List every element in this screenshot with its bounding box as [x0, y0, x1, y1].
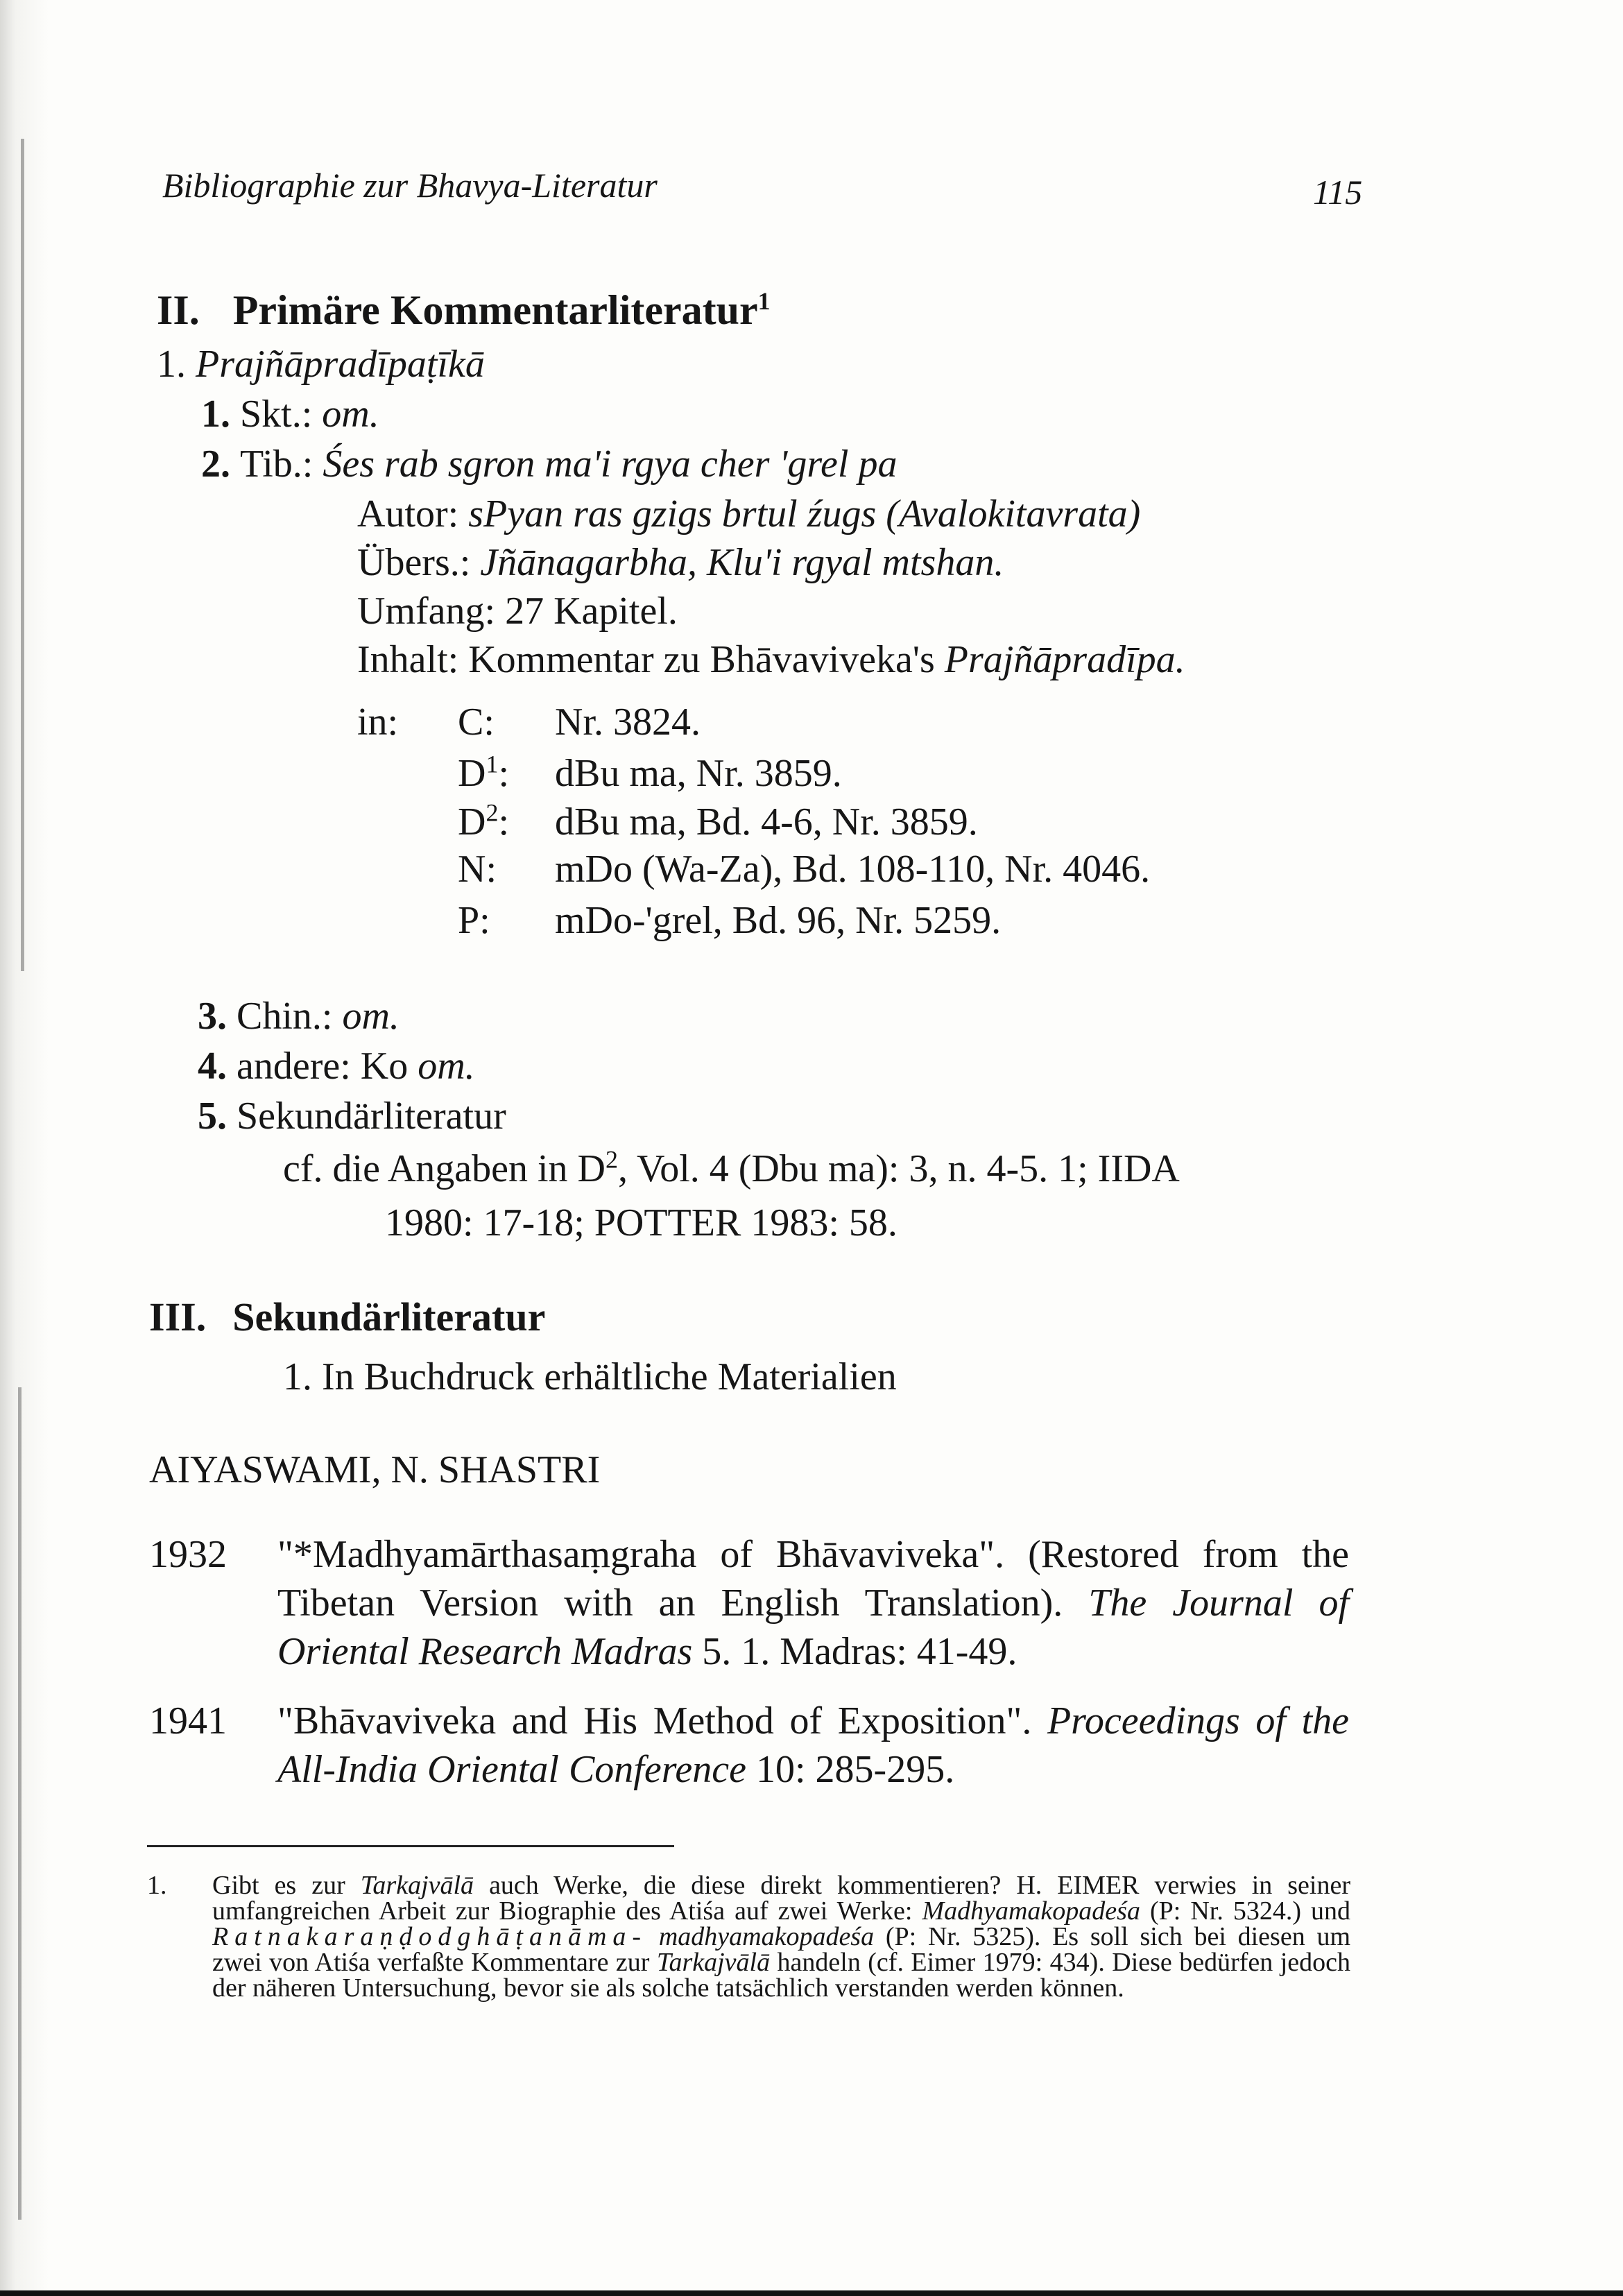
section-title: Sekundärliteratur: [232, 1294, 546, 1339]
list-item: 5. Sekundärliteratur: [198, 1095, 506, 1138]
entry-number: 1.: [157, 343, 186, 386]
edition-ref: Nr. 3824.: [555, 701, 701, 744]
entry-title: Prajñāpradīpaṭīkā: [196, 343, 485, 386]
page-number: 115: [1313, 173, 1363, 212]
edition-siglum: P:: [458, 899, 490, 942]
scan-bottom-edge: [0, 2290, 1623, 2296]
sekundaer-line: cf. die Angaben in $D^2$, Vol. 4 (Dbu ma): 3, n. 4-5. 1; IIDA: [283, 1145, 1180, 1190]
footnote-rule: [147, 1845, 674, 1847]
sekundaer-line: 1980: 17-18; POTTER 1983: 58.: [385, 1201, 898, 1244]
list-item: 4. andere: Ko om.: [198, 1045, 475, 1088]
footnote-text: Gibt es zur Tarkajvālā auch Werke, die diese direkt kommentieren? H. EIMER verwies in seiner umfangreichen Arbeit zur Biographie des Atiśa auf zwei Werke: Madhyamakopadeśa (P: Nr. 5324.) und Ratnakaraṇḍodghāṭanāma- madhyamakopadeśa (P: Nr. 5325). Es soll sich bei diesen um zwei von Atiśa verfaßte Kommentare zur Tarkajvālā handeln (cf. Eimer 1979: 434). Diese bedürfen jedoch der näheren Untersuchung, bevor sie als solche tatsächlich verstanden werden können.: [212, 1871, 1351, 2003]
detail-autor: Autor: sPyan ras gzigs brtul źugs (Avalokitavrata): [357, 492, 1141, 536]
edition-siglum: $D^1$:: [458, 750, 510, 795]
scan-artifact: [18, 1387, 22, 2220]
footnote: [147, 1873, 1350, 2001]
edition-ref: mDo-'grel, Bd. 96, Nr. 5259.: [555, 899, 1002, 942]
detail-inhalt: Inhalt: Kommentar zu Bhāvaviveka's Prajñāpradīpa.: [357, 638, 1185, 681]
bib-year: 1932: [149, 1533, 227, 1576]
footnote-number: 1.: [147, 1871, 167, 1900]
bibliography-author: AIYASWAMI, N. SHASTRI: [149, 1448, 601, 1491]
edition-ref: dBu ma, Nr. 3859.: [555, 752, 842, 795]
section-title: Primäre Kommentarliteratur: [232, 287, 758, 333]
scan-shadow: [0, 0, 49, 2296]
section-numeral: III.: [149, 1294, 207, 1339]
detail-in-label: in:: [357, 701, 399, 744]
edition-siglum: $D^2$:: [458, 798, 510, 843]
edition-ref: mDo (Wa-Za), Bd. 108-110, Nr. 4046.: [555, 848, 1151, 891]
detail-uebers: Übers.: Jñānagarbha, Klu'i rgyal mtshan.: [357, 541, 1004, 584]
scan-artifact: [21, 139, 24, 971]
edition-siglum: N:: [458, 848, 497, 891]
bib-year: 1941: [149, 1699, 227, 1742]
section-numeral: II.: [157, 287, 200, 333]
list-item: 3. Chin.: om.: [198, 995, 400, 1038]
bib-entry: "*Madhyamārthasaṃgraha of Bhāvaviveka". (Restored from the Tibetan Version with an English Translation). The Journal of Oriental Research Madras 5. 1. Madras: 41-49.: [277, 1533, 1349, 1673]
edition-siglum: C:: [458, 701, 495, 744]
list-item: 1. Skt.: om.: [201, 393, 379, 436]
subheading: 1. In Buchdruck erhältliche Materialien: [283, 1355, 897, 1398]
running-header: Bibliographie zur Bhavya-Literatur: [162, 166, 658, 205]
detail-umfang: Umfang: 27 Kapitel.: [357, 590, 678, 633]
list-item: 2. Tib.: Śes rab sgron ma'i rgya cher 'grel pa: [201, 443, 898, 486]
section-heading: [157, 286, 771, 334]
edition-ref: dBu ma, Bd. 4-6, Nr. 3859.: [555, 800, 978, 843]
entry-heading: [157, 340, 485, 388]
bib-entry: "Bhāvaviveka and His Method of Exposition". Proceedings of the All-India Oriental Conference 10: 285-295.: [277, 1699, 1350, 1791]
section-heading: [149, 1293, 545, 1342]
footnote-marker: 1: [757, 287, 771, 315]
